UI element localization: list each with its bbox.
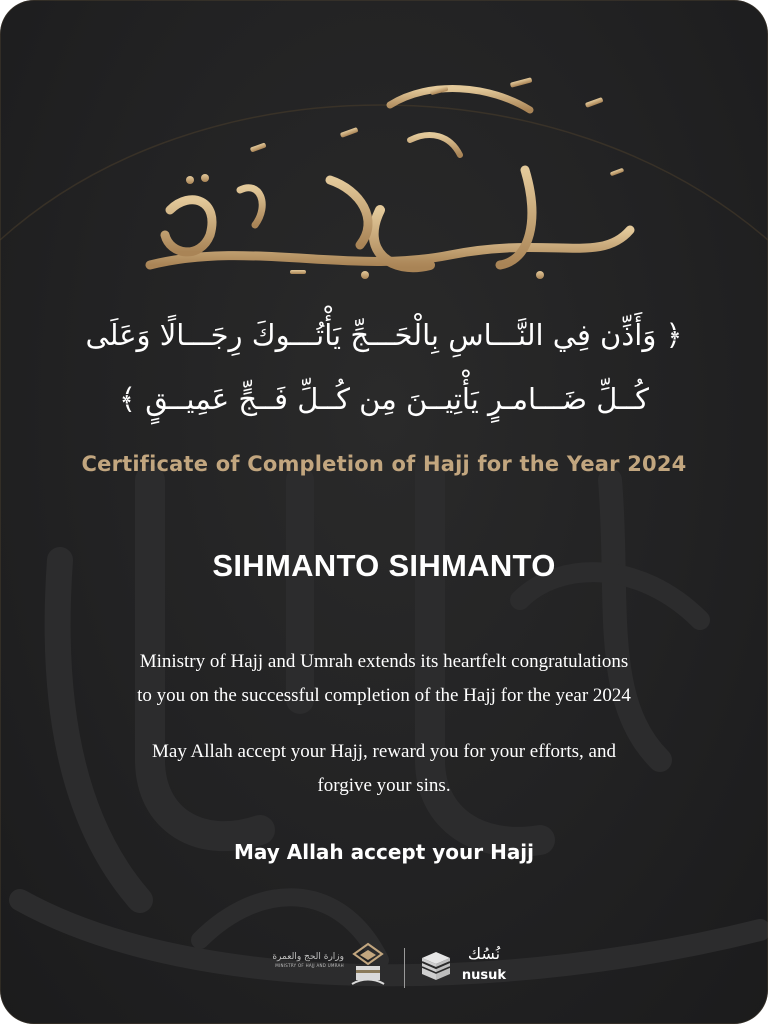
ministry-logo-text xyxy=(258,952,344,969)
ministry-name-arabic: وزارة الحج والعمرة xyxy=(272,952,344,962)
certificate-title: Certificate of Completion of Hajj for the Year 2024 xyxy=(81,452,687,476)
congratulations-line-2: to you on the successful completion of the Hajj for the year 2024 xyxy=(137,685,631,706)
congratulations-line-1: Ministry of Hajj and Umrah extends its heartfelt congratulations xyxy=(139,651,629,672)
quran-verse-line-2: كُــلِّ ضَـــامـرٍ يَأْتِيــنَ مِن كُــلِّ فَــجٍّ عَمِيــقٍ ﴾ xyxy=(118,382,649,416)
closing-blessing: May Allah accept your Hajj xyxy=(233,840,535,864)
recipient-name: SIHMANTO SIHMANTO xyxy=(212,548,556,583)
prayer-line-2: forgive your sins. xyxy=(317,775,451,796)
nusuk-name-english: nusuk xyxy=(461,968,507,983)
logo-separator xyxy=(404,948,405,988)
prayer-message xyxy=(40,735,728,803)
kaaba-icon xyxy=(418,950,454,982)
ministry-name-english: MINISTRY OF HAJJ AND UMRAH xyxy=(275,963,344,968)
prayer-line-1: May Allah accept your Hajj, reward you for your efforts, and xyxy=(152,741,616,762)
congratulations-message xyxy=(40,645,728,713)
footer-logos xyxy=(258,938,510,994)
nusuk-name-arabic: نُسُك xyxy=(467,944,501,963)
ministry-emblem-icon xyxy=(348,942,388,990)
hajj-calligraphy-artwork xyxy=(130,60,640,285)
quran-verse-line-1: ﴿ وَأَذِّن فِي النَّـــاسِ بِالْحَـــجِّ يَأْتُـــوكَ رِجَـــالًا وَعَلَى xyxy=(85,318,683,352)
